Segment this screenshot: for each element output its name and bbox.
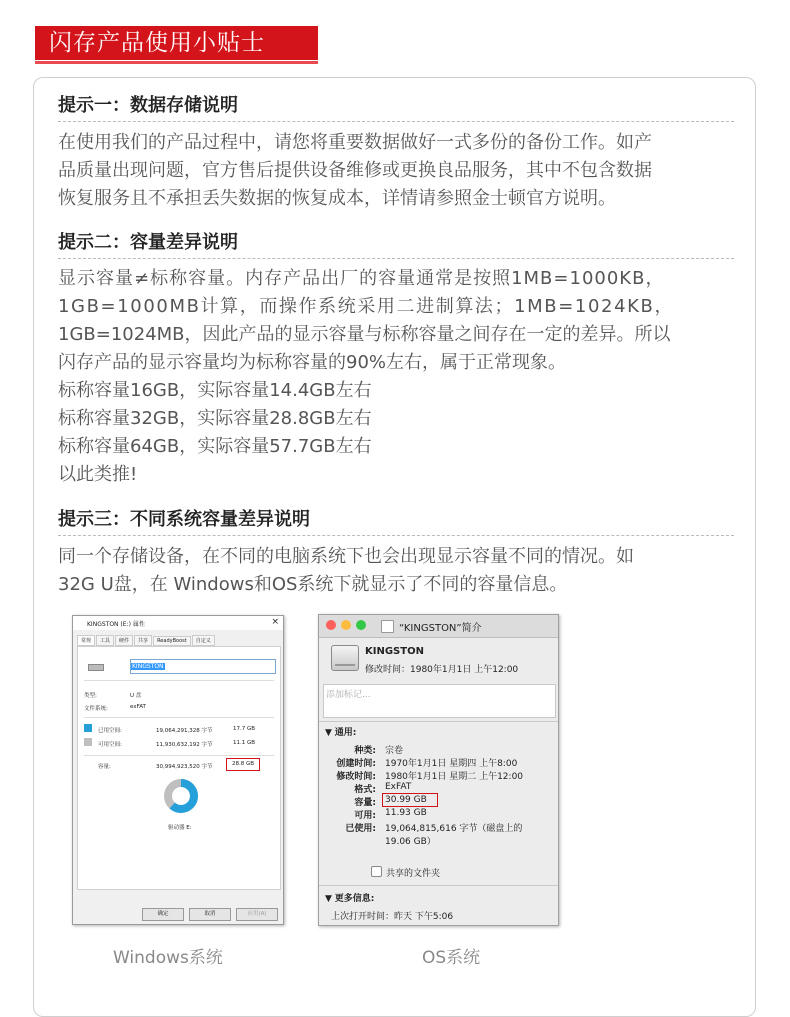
type-value: U 盘 bbox=[130, 693, 142, 699]
used-label: 已使用: bbox=[345, 824, 376, 834]
triangle-down-icon: ▼ bbox=[325, 728, 335, 738]
windows-titlebar bbox=[73, 616, 283, 630]
used-value: 19,064,815,616 字节（磁盘上的 bbox=[385, 824, 523, 834]
more-info-header: 更多信息: bbox=[334, 894, 375, 904]
section2-line: 显示容量≠标称容量。内存产品出厂的容量通常是按照1MB=1000KB， bbox=[58, 268, 665, 289]
minimize-button[interactable] bbox=[341, 620, 351, 630]
triangle-down-icon: ▼ bbox=[325, 894, 335, 904]
close-button[interactable] bbox=[326, 620, 336, 630]
free-color-swatch bbox=[84, 738, 92, 746]
external-drive-icon bbox=[331, 645, 359, 671]
kind-label: 种类: bbox=[354, 746, 376, 756]
apply-button[interactable]: 应用(A) bbox=[236, 908, 278, 921]
fs-label: 文件系统: bbox=[84, 706, 108, 712]
section2-line: 1GB=1000MB计算，而操作系统采用二进制算法；1MB=1024KB， bbox=[58, 296, 675, 317]
divider bbox=[319, 885, 558, 886]
tags-input[interactable] bbox=[323, 684, 556, 718]
more-info-disclosure[interactable] bbox=[325, 891, 374, 904]
divider bbox=[319, 721, 558, 722]
capacity-gb-highlight: 28.8 GB bbox=[226, 758, 260, 771]
section1-line: 恢复服务且不承担丢失数据的恢复成本，详情请参照金士顿官方说明。 bbox=[58, 188, 616, 209]
used-value-cont: 19.06 GB） bbox=[385, 837, 436, 847]
section2-title: 提示二：容量差异说明 bbox=[58, 230, 734, 259]
windows-dialog-title: KINGSTON (E:) 属性 bbox=[87, 621, 145, 628]
modified-summary: 修改时间：1980年1月1日 上午12:00 bbox=[365, 665, 519, 675]
tab-hardware[interactable]: 硬件 bbox=[115, 635, 133, 646]
capacity-value: 30.99 GB bbox=[385, 795, 427, 805]
used-gb: 17.7 GB bbox=[233, 726, 256, 732]
windows-properties-dialog bbox=[72, 615, 284, 925]
zoom-button[interactable] bbox=[356, 620, 366, 630]
section1-text bbox=[58, 129, 738, 213]
section3-line: 同一个存储设备，在不同的电脑系统下也会出现显示容量不同的情况。如 bbox=[58, 546, 634, 567]
capacity-bytes: 30,994,923,520 字节 bbox=[156, 764, 213, 770]
section2-line: 标称容量64GB，实际容量57.7GB左右 bbox=[58, 436, 372, 457]
section3-line: 32G U盘，在 Windows和OS系统下就显示了不同的容量信息。 bbox=[58, 574, 568, 595]
divider bbox=[84, 717, 274, 718]
last-opened: 上次打开时间：昨天 下午5:06 bbox=[331, 912, 454, 922]
ok-button[interactable]: 确定 bbox=[142, 908, 184, 921]
divider bbox=[84, 755, 274, 756]
section2-line: 以此类推! bbox=[58, 464, 138, 485]
divider bbox=[84, 680, 274, 681]
capacity-label: 容量: bbox=[354, 798, 376, 808]
section2-line: 标称容量16GB，实际容量14.4GB左右 bbox=[58, 380, 372, 401]
general-disclosure[interactable] bbox=[325, 725, 356, 738]
volume-name: KINGSTON bbox=[365, 646, 424, 657]
tab-readyboost[interactable]: ReadyBoost bbox=[153, 636, 191, 646]
tab-general[interactable]: 常规 bbox=[77, 635, 95, 646]
available-value: 11.93 GB bbox=[385, 808, 427, 818]
mac-dialog-title: “KINGSTON”简介 bbox=[399, 623, 482, 634]
capacity-donut-chart bbox=[163, 778, 199, 814]
volume-name-value: KINGSTON bbox=[132, 663, 164, 670]
close-icon[interactable]: × bbox=[271, 617, 279, 627]
used-color-swatch bbox=[84, 724, 92, 732]
banner-underline bbox=[35, 61, 318, 64]
section2-line: 1GB=1024MB，因此产品的显示容量与标称容量之间存在一定的差异。所以 bbox=[58, 324, 671, 345]
fs-value: exFAT bbox=[130, 704, 146, 710]
free-label: 可用空间: bbox=[98, 742, 122, 748]
section1-line: 品质量出现问题，官方售后提供设备维修或更换良品服务，其中不包含数据 bbox=[58, 160, 652, 181]
windows-tabs bbox=[77, 635, 216, 645]
free-gb: 11.1 GB bbox=[233, 740, 256, 746]
general-header: 通用: bbox=[334, 728, 357, 738]
section1-line: 在使用我们的产品过程中，请您将重要数据做好一式多份的备份工作。如产 bbox=[58, 132, 652, 153]
modified-label: 修改时间: bbox=[336, 772, 376, 782]
mac-titlebar bbox=[319, 615, 558, 638]
used-label: 已用空间: bbox=[98, 728, 122, 734]
cancel-button[interactable]: 取消 bbox=[189, 908, 231, 921]
banner-title: 闪存产品使用小贴士 bbox=[35, 26, 318, 60]
shared-folder-checkbox[interactable] bbox=[371, 866, 382, 877]
section2-text bbox=[58, 265, 738, 489]
section2-line: 标称容量32GB，实际容量28.8GB左右 bbox=[58, 408, 372, 429]
tab-tools[interactable]: 工具 bbox=[96, 635, 114, 646]
modified-value: 1980年1月1日 星期二 上午12:00 bbox=[385, 772, 524, 782]
section2-line: 闪存产品的显示容量均为标称容量的90%左右，属于正常现象。 bbox=[58, 352, 567, 373]
capacity-highlight bbox=[382, 793, 438, 807]
tags-placeholder: 添加标记... bbox=[326, 690, 371, 700]
mac-info-dialog bbox=[318, 614, 559, 926]
format-value: ExFAT bbox=[385, 782, 412, 792]
created-label: 创建时间: bbox=[336, 759, 376, 769]
free-bytes: 11,930,632,192 字节 bbox=[156, 742, 213, 748]
volume-name-input[interactable] bbox=[130, 659, 276, 674]
drive-label: 驱动器 E: bbox=[168, 825, 192, 831]
section3-text bbox=[58, 543, 738, 599]
file-icon bbox=[381, 620, 394, 633]
format-label: 格式: bbox=[354, 785, 376, 795]
available-label: 可用: bbox=[354, 811, 376, 821]
kind-value: 宗卷 bbox=[385, 746, 404, 756]
shared-folder-label: 共享的文件夹 bbox=[386, 869, 441, 879]
tab-customize[interactable]: 自定义 bbox=[192, 635, 215, 646]
mac-caption: OS系统 bbox=[422, 948, 481, 968]
tab-sharing[interactable]: 共享 bbox=[134, 635, 152, 646]
type-label: 类型: bbox=[84, 693, 97, 699]
section1-title: 提示一：数据存储说明 bbox=[58, 93, 734, 122]
used-bytes: 19,064,291,328 字节 bbox=[156, 728, 213, 734]
section3-title: 提示三：不同系统容量差异说明 bbox=[58, 507, 734, 536]
windows-caption: Windows系统 bbox=[113, 948, 223, 968]
capacity-label: 容量: bbox=[98, 764, 111, 770]
usb-drive-icon bbox=[88, 664, 104, 671]
created-value: 1970年1月1日 星期四 上午8:00 bbox=[385, 759, 518, 769]
